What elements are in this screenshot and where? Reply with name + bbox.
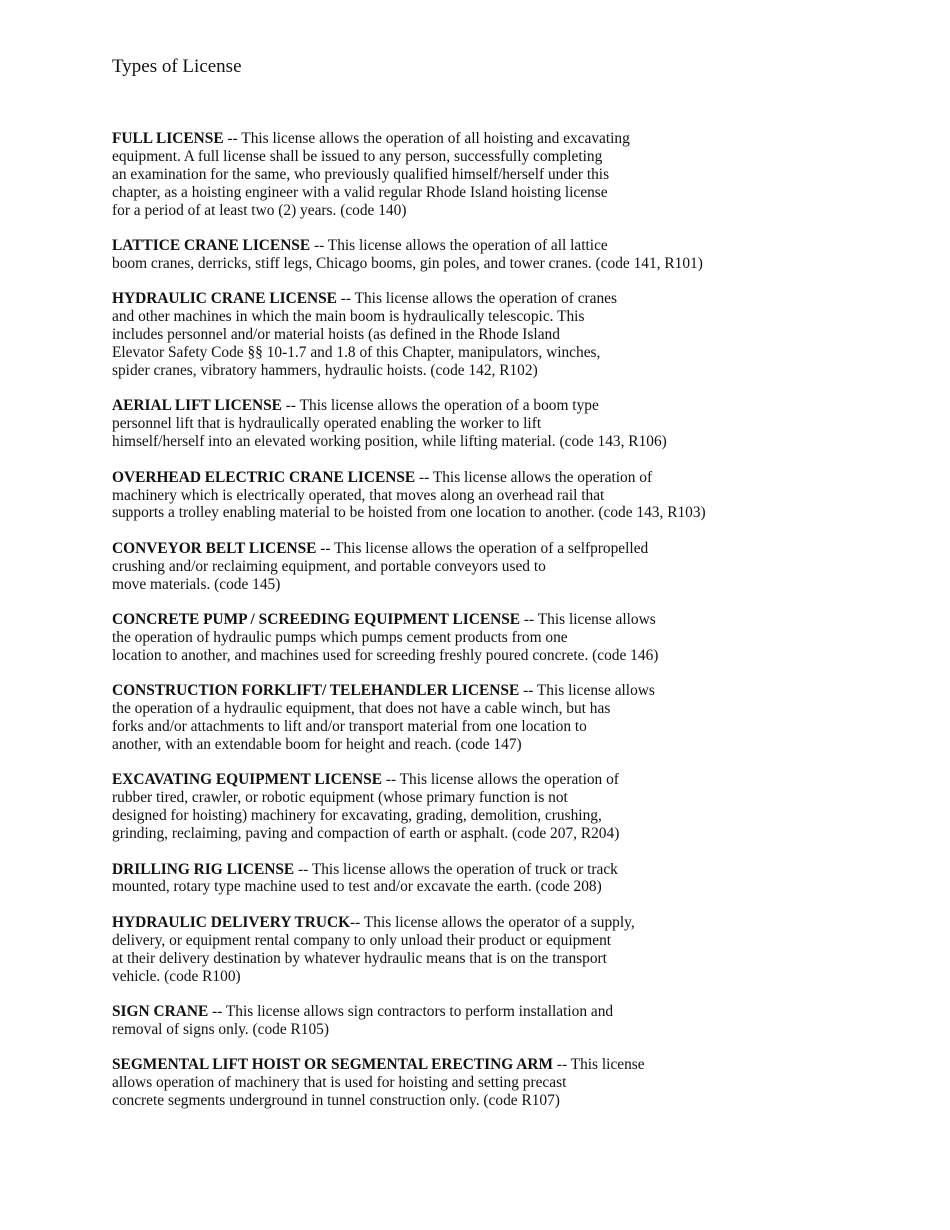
license-full — [112, 130, 912, 220]
license-excavating-equipment — [112, 771, 912, 843]
license-description: -- This license allows the operation of all hoisting and excavating equipment. A full license shall be issued to any person, successfully completing an examination for the same, who previously qualified himself/herself under this chapter, as a hoisting engineer with a valid regular Rhode Island hoisting license for a period of at least two (2) years. (code 140) — [112, 130, 630, 219]
license-name: SIGN CRANE — [112, 1002, 209, 1020]
license-description: -- This license allows the operator of a supply, delivery, or equipment rental company to only unload their product or equipment at their delivery destination by whatever hydraulic means that is on the transport vehicle. (code R100) — [112, 913, 635, 985]
license-list — [112, 130, 912, 1127]
license-description: -- This license allows the operation of machinery which is electrically operated, that moves along an overhead rail that supports a trolley enabling material to be hoisted from one location to another. (code 143, R103) — [112, 468, 706, 522]
license-name: LATTICE CRANE LICENSE — [112, 237, 311, 255]
license-construction-forklift — [112, 682, 912, 754]
license-description: -- This license allows the operation of all lattice boom cranes, derricks, stiff legs, Chicago booms, gin poles, and tower cranes. (code 141, R101) — [112, 237, 703, 272]
license-name: CONSTRUCTION FORKLIFT/ TELEHANDLER LICENSE — [112, 682, 520, 700]
license-description: -- This license allows the operation of a selfpropelled crushing and/or reclaiming equipment, and portable conveyors used to move materials. (code 145) — [112, 539, 649, 593]
license-lattice-crane — [112, 237, 912, 273]
license-description: -- This license allows the operation of a boom type personnel lift that is hydraulically operated enabling the worker to lift himself/herself into an elevated working position, while lifting material. (code 143, R106) — [112, 397, 667, 451]
license-name: HYDRAULIC DELIVERY TRUCK — [112, 913, 351, 931]
license-description: -- This license allows the operation of hydraulic pumps which pumps cement products from one location to another, and machines used for screeding freshly poured concrete. (code 146) — [112, 611, 659, 664]
license-description: -- This license allows the operation of cranes and other machines in which the main boom is hydraulically telescopic. This includes personnel and/or material hoists (as defined in the Rhode Island Elevator Safety Code §§ 10-1.7 and 1.8 of this Chapter, manipulators, winches, spider cranes, vibratory hammers, hydraulic hoists. (code 142, R102) — [112, 290, 617, 379]
license-conveyor-belt — [112, 540, 912, 594]
license-name: EXCAVATING EQUIPMENT LICENSE — [112, 771, 382, 789]
license-sign-crane — [112, 1003, 912, 1039]
license-description: -- This license allows operation of machinery that is used for hoisting and setting precast concrete segments underground in tunnel construction only. (code R107) — [112, 1056, 645, 1110]
license-name: FULL LICENSE — [112, 130, 224, 147]
license-description: -- This license allows the operation of rubber tired, crawler, or robotic equipment (whose primary function is not designed for hoisting) machinery for excavating, grading, demolition, crushing, grinding, reclaiming, paving and compaction of earth or asphalt. (code 207, R204) — [112, 771, 620, 843]
license-name: SEGMENTAL LIFT HOIST OR SEGMENTAL ERECTING ARM — [112, 1056, 554, 1074]
license-segmental-lift-hoist — [112, 1056, 912, 1110]
license-overhead-electric-crane — [112, 469, 912, 523]
license-aerial-lift — [112, 397, 912, 451]
license-name: OVERHEAD ELECTRIC CRANE LICENSE — [112, 468, 416, 486]
license-hydraulic-crane — [112, 290, 912, 380]
license-description: -- This license allows the operation of a hydraulic equipment, that does not have a cable winch, but has forks and/or attachments to lift and/or transport material from one location to another, with an extendable boom for height and reach. (code 147) — [112, 682, 655, 753]
license-name: HYDRAULIC CRANE LICENSE — [112, 290, 337, 308]
license-name: DRILLING RIG LICENSE — [112, 860, 295, 878]
license-name: CONCRETE PUMP / SCREEDING EQUIPMENT LICENSE — [112, 611, 521, 629]
license-description: -- This license allows sign contractors to perform installation and removal of signs only. (code R105) — [112, 1002, 614, 1038]
license-hydraulic-delivery-truck — [112, 914, 912, 986]
page-title: Types of License — [112, 56, 242, 77]
license-description: -- This license allows the operation of truck or track mounted, rotary type machine used to test and/or excavate the earth. (code 208) — [112, 860, 618, 896]
license-concrete-pump — [112, 611, 912, 665]
license-drilling-rig — [112, 861, 912, 897]
license-name: AERIAL LIFT LICENSE — [112, 397, 282, 415]
license-name: CONVEYOR BELT LICENSE — [112, 539, 317, 557]
